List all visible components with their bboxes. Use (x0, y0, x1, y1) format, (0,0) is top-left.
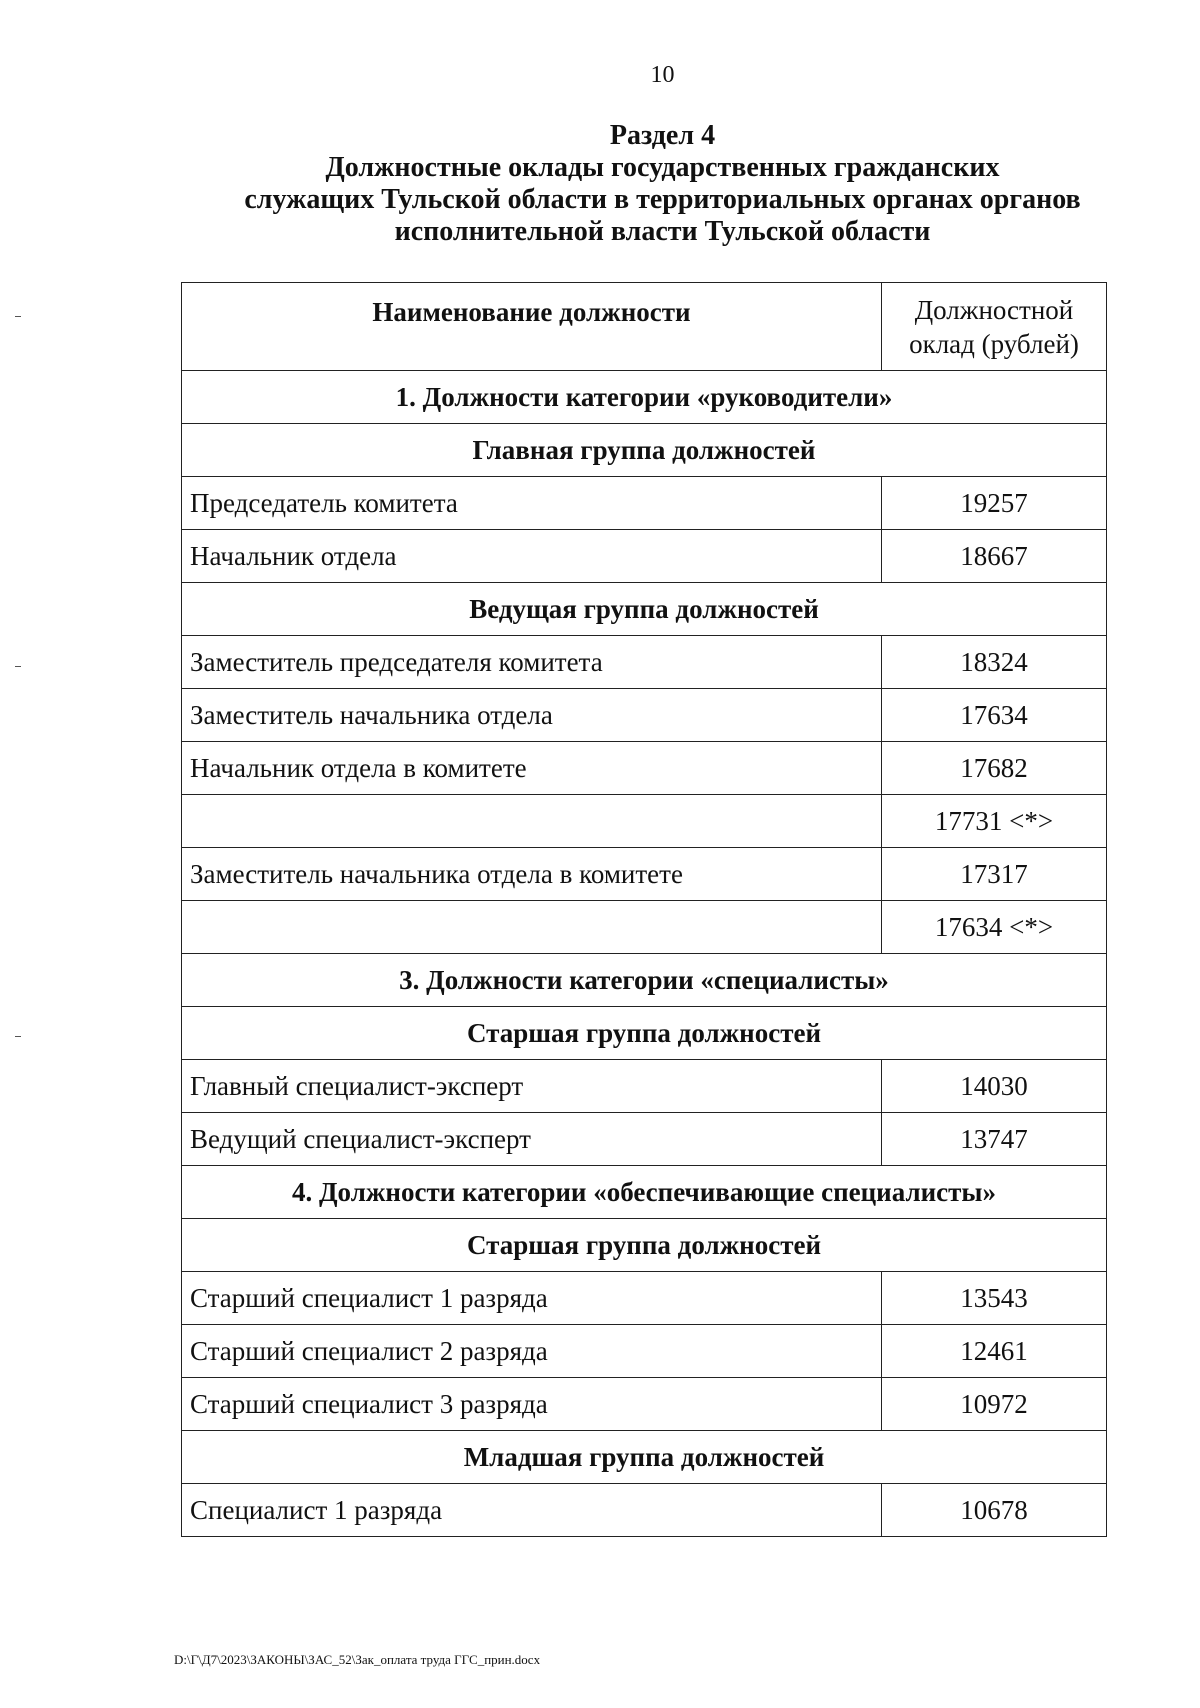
header-salary-line-1: Должностной (914, 295, 1074, 325)
header-position-name: Наименование должности (182, 283, 882, 371)
position-name-cell: Заместитель председателя комитета (182, 636, 882, 689)
table-section-row (182, 1431, 1107, 1484)
document-heading (0, 120, 1200, 248)
heading-line-2: Должностные оклады государственных гражданских (325, 152, 1000, 183)
table-row (182, 1484, 1107, 1537)
table-section-row (182, 371, 1107, 424)
heading-line-3: служащих Тульской области в территориальных органах органов (244, 184, 1081, 215)
table-row (182, 1272, 1107, 1325)
position-name-cell: Начальник отдела в комитете (182, 742, 882, 795)
position-name-cell: Заместитель начальника отдела (182, 689, 882, 742)
table-section-row (182, 954, 1107, 1007)
salary-value-cell: 17634 (882, 689, 1107, 742)
section-heading-cell: Младшая группа должностей (182, 1431, 1107, 1484)
position-name-cell: Ведущий специалист-эксперт (182, 1113, 882, 1166)
position-name-cell: Начальник отдела (182, 530, 882, 583)
file-path-footer: D:\Г\Д7\2023\ЗАКОНЫ\ЗАС_52\Зак_оплата труда ГГС_прин.docx (174, 1652, 541, 1667)
table-header-row (182, 283, 1107, 371)
section-heading-cell: Ведущая группа должностей (182, 583, 1107, 636)
table-row (182, 477, 1107, 530)
table-row (182, 1378, 1107, 1431)
salary-value-cell: 17317 (882, 848, 1107, 901)
salary-value-cell: 18667 (882, 530, 1107, 583)
salary-value-cell: 10678 (882, 1484, 1107, 1537)
salary-value-cell: 17634 <*> (882, 901, 1107, 954)
table-row (182, 1113, 1107, 1166)
table-row (182, 530, 1107, 583)
scan-margin-mark (15, 316, 21, 317)
section-title: Раздел 4 (609, 120, 716, 151)
salary-value-cell: 13543 (882, 1272, 1107, 1325)
section-heading-cell: 1. Должности категории «руководители» (182, 371, 1107, 424)
table-section-row (182, 1007, 1107, 1060)
position-name-cell: Старший специалист 3 разряда (182, 1378, 882, 1431)
section-heading-cell: 4. Должности категории «обеспечивающие специалисты» (182, 1166, 1107, 1219)
position-name-cell: Председатель комитета (182, 477, 882, 530)
position-name-cell: Заместитель начальника отдела в комитете (182, 848, 882, 901)
salary-value-cell: 17682 (882, 742, 1107, 795)
position-name-cell: Старший специалист 1 разряда (182, 1272, 882, 1325)
header-salary-line-2: оклад (рублей) (909, 329, 1079, 359)
salary-value-cell: 12461 (882, 1325, 1107, 1378)
salary-value-cell: 19257 (882, 477, 1107, 530)
salary-value-cell: 14030 (882, 1060, 1107, 1113)
heading-line-4: исполнительной власти Тульской области (394, 216, 931, 247)
header-salary (882, 283, 1107, 371)
table-row (182, 636, 1107, 689)
table-row (182, 795, 1107, 848)
section-heading-cell: 3. Должности категории «специалисты» (182, 954, 1107, 1007)
table-section-row (182, 424, 1107, 477)
table-row (182, 742, 1107, 795)
table-row (182, 1060, 1107, 1113)
salary-value-cell: 18324 (882, 636, 1107, 689)
salary-value-cell: 10972 (882, 1378, 1107, 1431)
section-heading-cell: Главная группа должностей (182, 424, 1107, 477)
salary-value-cell: 17731 <*> (882, 795, 1107, 848)
page-number: 10 (650, 62, 675, 88)
table-row (182, 1325, 1107, 1378)
position-name-cell (182, 795, 882, 848)
table-row (182, 689, 1107, 742)
scan-margin-mark (15, 1036, 21, 1037)
table-row (182, 848, 1107, 901)
section-heading-cell: Старшая группа должностей (182, 1007, 1107, 1060)
section-heading-cell: Старшая группа должностей (182, 1219, 1107, 1272)
position-name-cell: Главный специалист-эксперт (182, 1060, 882, 1113)
position-name-cell: Старший специалист 2 разряда (182, 1325, 882, 1378)
table-section-row (182, 1166, 1107, 1219)
table-section-row (182, 583, 1107, 636)
table-section-row (182, 1219, 1107, 1272)
position-name-cell (182, 901, 882, 954)
position-name-cell: Специалист 1 разряда (182, 1484, 882, 1537)
table-row (182, 901, 1107, 954)
salary-value-cell: 13747 (882, 1113, 1107, 1166)
table-body (182, 371, 1107, 1537)
salary-table (181, 282, 1107, 1537)
scan-margin-mark (15, 666, 21, 667)
